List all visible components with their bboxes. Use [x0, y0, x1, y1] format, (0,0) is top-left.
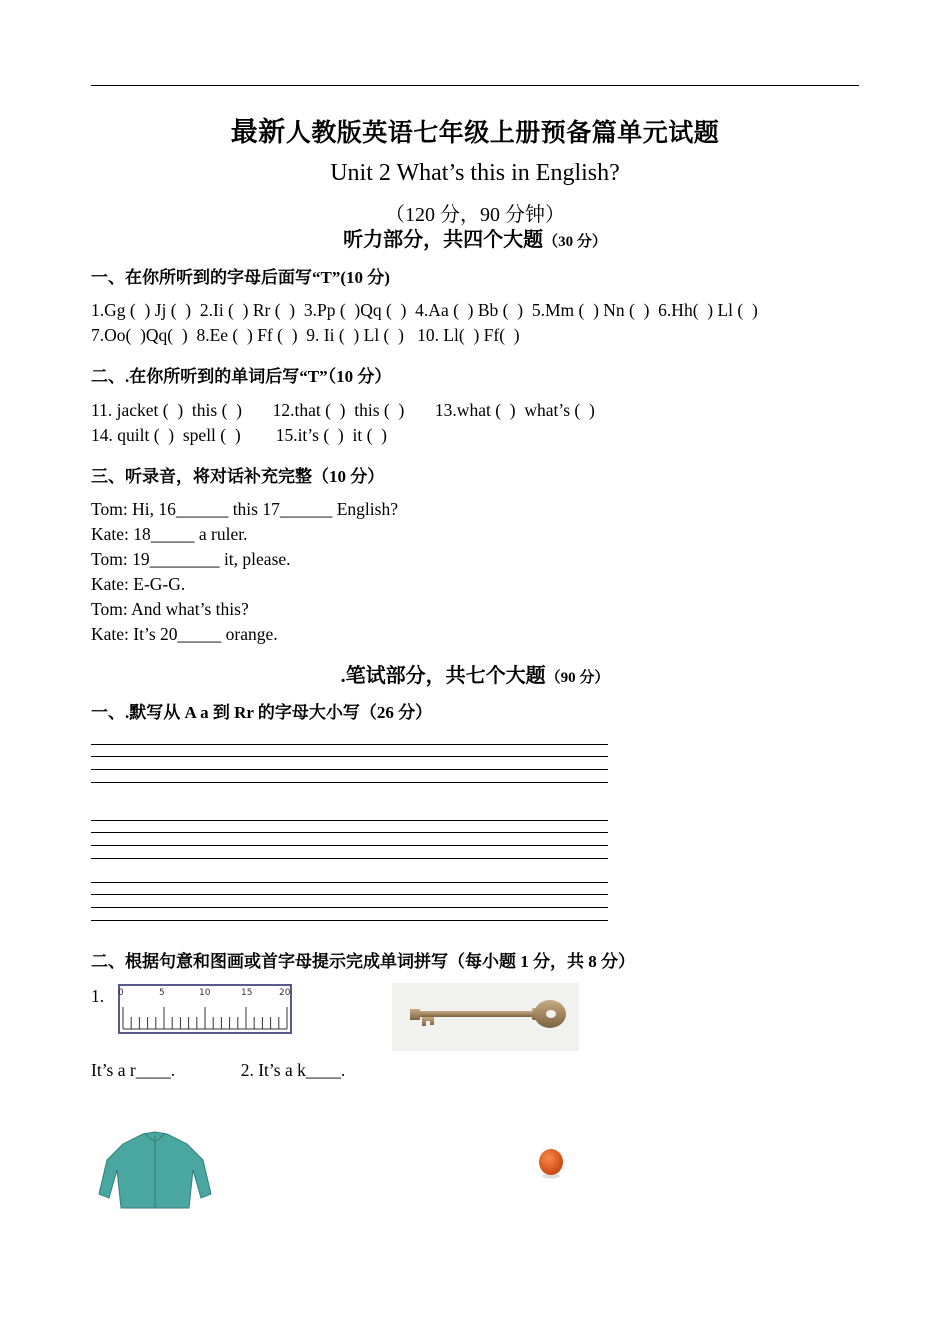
dialog-line-3: Tom: 19________ it, please. [91, 549, 291, 569]
dialog-line-6: Kate: It’s 20_____ orange. [91, 624, 278, 644]
section-heading-dialog: 三、听录音，将对话补充完整（10 分） [91, 467, 385, 486]
writing-part-label: .笔试部分，共七个大题 [340, 665, 546, 687]
section-heading-alphabet: 一、.默写从 A a 到 Rr 的字母大小写（26 分） [91, 703, 433, 722]
header-rule [91, 85, 859, 86]
listening-part-label: 听力部分，共四个大题 [343, 229, 544, 251]
ruler-label-15: 15 [241, 988, 253, 998]
dialog-line-4: Kate: E-G-G. [91, 574, 186, 594]
title-highlight: 最新 [230, 117, 286, 147]
key-drawing [392, 983, 579, 1051]
listening-part-title [0, 223, 950, 252]
orange-picture [536, 1146, 566, 1180]
jacket-drawing [95, 1130, 215, 1216]
orange-drawing [536, 1146, 566, 1180]
letters-line-1: 1.Gg ( ) Jj ( ) 2.Ii ( ) Rr ( ) 3.Pp ( )Qq ( ) 4.Aa ( ) Bb ( ) 5.Mm ( ) Nn ( ) 6.Hh( ) Ll ( ) [91, 300, 758, 320]
score-time: （120 分，90 分钟） [385, 204, 565, 226]
ruler-picture [117, 981, 293, 1037]
key-picture [392, 983, 579, 1051]
dialog-line-1: Tom: Hi, 16______ this 17______ English? [91, 499, 398, 519]
section-heading-letters: 一、在你所听到的字母后面写“T”(10 分) [91, 268, 390, 287]
ruler-label-10: 10 [199, 988, 211, 998]
section-heading-words: 二、.在你所听到的单词后写“T”（10 分） [91, 367, 392, 386]
dialog-line-2: Kate: 18_____ a ruler. [91, 524, 248, 544]
item-number-1: 1. [91, 986, 105, 1006]
spelling-answer-line: It’s a r____. 2. It’s a k____. [91, 1060, 346, 1080]
ruler-drawing [117, 981, 293, 1037]
ruler-label-5: 5 [159, 988, 165, 998]
unit-title: Unit 2 What’s this in English? [330, 160, 620, 186]
ruler-label-0: 0 [118, 988, 124, 998]
jacket-picture [95, 1130, 215, 1216]
section-heading-spelling: 二、根据句意和图画或首字母提示完成单词拼写（每小题 1 分，共 8 分） [91, 952, 635, 971]
words-line-1: 11. jacket ( ) this ( ) 12.that ( ) this ( ) 13.what ( ) what’s ( ) [91, 400, 595, 420]
dialog-line-5: Tom: And what’s this? [91, 599, 249, 619]
writing-part-score: （90 分） [545, 670, 610, 686]
writing-part-title [0, 659, 950, 688]
letters-line-2: 7.Oo( )Qq( ) 8.Ee ( ) Ff ( ) 9. Ii ( ) Ll ( ) 10. Ll( ) Ff( ) [91, 325, 520, 345]
title-text: 人教版英语七年级上册预备篇单元试题 [285, 120, 720, 147]
words-line-2: 14. quilt ( ) spell ( ) 15.it’s ( ) it ( ) [91, 425, 388, 445]
ruler-label-20: 20 [279, 988, 291, 998]
listening-part-score: （30 分） [543, 234, 607, 250]
page-title [0, 110, 950, 149]
